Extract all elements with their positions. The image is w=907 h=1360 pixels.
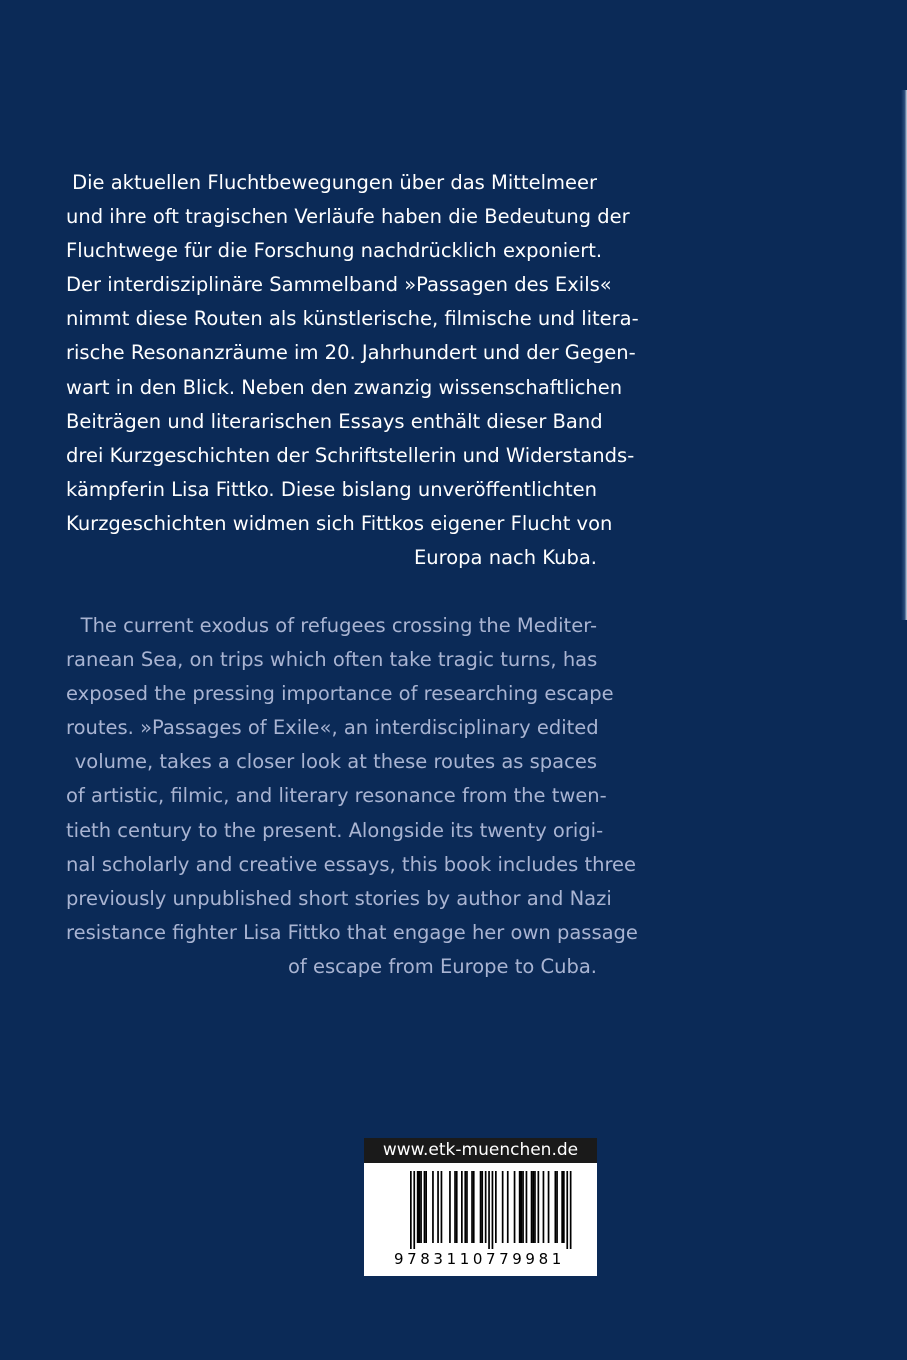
german-blurb-line: Der interdisziplinäre Sammelband »Passagen des Exils«: [66, 273, 612, 297]
barcode-bar: [437, 1171, 439, 1243]
german-blurb-line: nimmt diese Routen als künstlerische, filmische und litera-: [66, 307, 639, 331]
english-blurb-line: of escape from Europe to Cuba.: [287, 954, 597, 978]
barcode-bar: [563, 1171, 565, 1243]
german-blurb-line: Die aktuellen Fluchtbewegungen über das Mittelmeer: [72, 171, 597, 194]
barcode-bar: [543, 1171, 545, 1243]
german-blurb-line: Kurzgeschichten widmen sich Fittkos eigener Flucht von: [66, 511, 613, 535]
german-blurb-line: Beiträgen und literarischen Essays enthält dieser Band: [66, 409, 603, 433]
german-blurb-line: Fluchtwege für die Forschung nachdrücklich exponiert.: [66, 239, 603, 263]
barcode-bar: [522, 1171, 524, 1243]
barcode-bar: [548, 1171, 550, 1243]
german-blurb: [66, 166, 639, 575]
barcode-bar: [526, 1171, 528, 1243]
barcode-bar: [461, 1171, 463, 1243]
barcode-bar: [495, 1171, 497, 1243]
barcode-bar: [473, 1171, 475, 1243]
barcode-bar: [456, 1171, 458, 1243]
barcode-bar: [519, 1171, 521, 1243]
barcode-graphic: [364, 1163, 597, 1253]
barcode-bar: [441, 1171, 443, 1243]
english-blurb-line: of artistic, filmic, and literary resonance from the twen-: [66, 784, 607, 808]
english-blurb-line: volume, takes a closer look at these routes as spaces: [74, 750, 597, 774]
isbn-barcode-box: [364, 1138, 597, 1276]
german-blurb-line: Europa nach Kuba.: [413, 546, 597, 570]
barcode-bar: [466, 1171, 468, 1243]
barcode-bar: [507, 1171, 509, 1243]
english-blurb-line: tieth century to the present. Alongside its twenty origi-: [66, 818, 604, 842]
barcode-bar: [561, 1171, 563, 1243]
barcode-bar: [538, 1171, 540, 1243]
barcode-bar: [432, 1171, 434, 1243]
german-blurb-line: und ihre oft tragischen Verläufe haben die Bedeutung der: [66, 205, 630, 229]
isbn-digits: 9783110779981: [394, 1250, 565, 1268]
barcode-bar: [534, 1171, 536, 1243]
barcode-bar: [521, 1171, 523, 1243]
barcode-bar: [492, 1171, 494, 1249]
barcode-bar: [410, 1171, 412, 1249]
barcode-bar: [502, 1171, 504, 1243]
barcode-bar: [555, 1171, 557, 1243]
barcode-bar: [532, 1171, 534, 1243]
barcode-bar: [424, 1171, 426, 1243]
english-blurb: [66, 609, 638, 984]
english-blurb-line: routes. »Passages of Exile«, an interdisciplinary edited: [66, 716, 599, 740]
german-blurb-line: drei Kurzgeschichten der Schriftstellerin und Widerstands-: [66, 443, 635, 467]
barcode-bar: [485, 1171, 487, 1243]
barcode-bar: [514, 1171, 516, 1243]
barcode-bar: [413, 1171, 415, 1249]
barcode-bar: [419, 1171, 421, 1243]
barcode-bar: [449, 1171, 451, 1243]
barcode-bar: [454, 1171, 456, 1243]
barcode-bar: [556, 1171, 558, 1243]
barcode-bar: [464, 1171, 466, 1243]
german-blurb-line: rische Resonanzräume im 20. Jahrhundert und der Gegen-: [66, 341, 636, 365]
english-blurb-line: ranean Sea, on trips which often take tragic turns, has: [66, 648, 598, 672]
barcode-bar: [488, 1171, 490, 1249]
barcode-bar: [480, 1171, 482, 1243]
english-blurb-line: The current exodus of refugees crossing the Mediter-: [80, 614, 597, 637]
english-blurb-line: resistance fighter Lisa Fittko that engage her own passage: [66, 920, 638, 944]
barcode-bar: [531, 1171, 533, 1243]
page-edge-shadow: [901, 90, 907, 620]
barcode-bar: [417, 1171, 419, 1243]
english-blurb-line: exposed the pressing importance of researching escape: [66, 682, 614, 706]
barcode-bar: [471, 1171, 473, 1243]
german-blurb-line: wart in den Blick. Neben den zwanzig wissenschaftlichen: [66, 375, 623, 399]
barcode-bar: [420, 1171, 422, 1243]
english-blurb-line: previously unpublished short stories by author and Nazi: [66, 886, 612, 910]
german-blurb-line: kämpferin Lisa Fittko. Diese bislang unveröffentlichten: [66, 477, 597, 501]
english-blurb-line: nal scholarly and creative essays, this book includes three: [66, 852, 637, 876]
publisher-url: www.etk-muenchen.de: [364, 1138, 597, 1163]
barcode-bar: [570, 1171, 572, 1249]
barcode-bar: [481, 1171, 483, 1243]
barcode-bar: [566, 1171, 568, 1249]
barcode-bar: [425, 1171, 427, 1243]
